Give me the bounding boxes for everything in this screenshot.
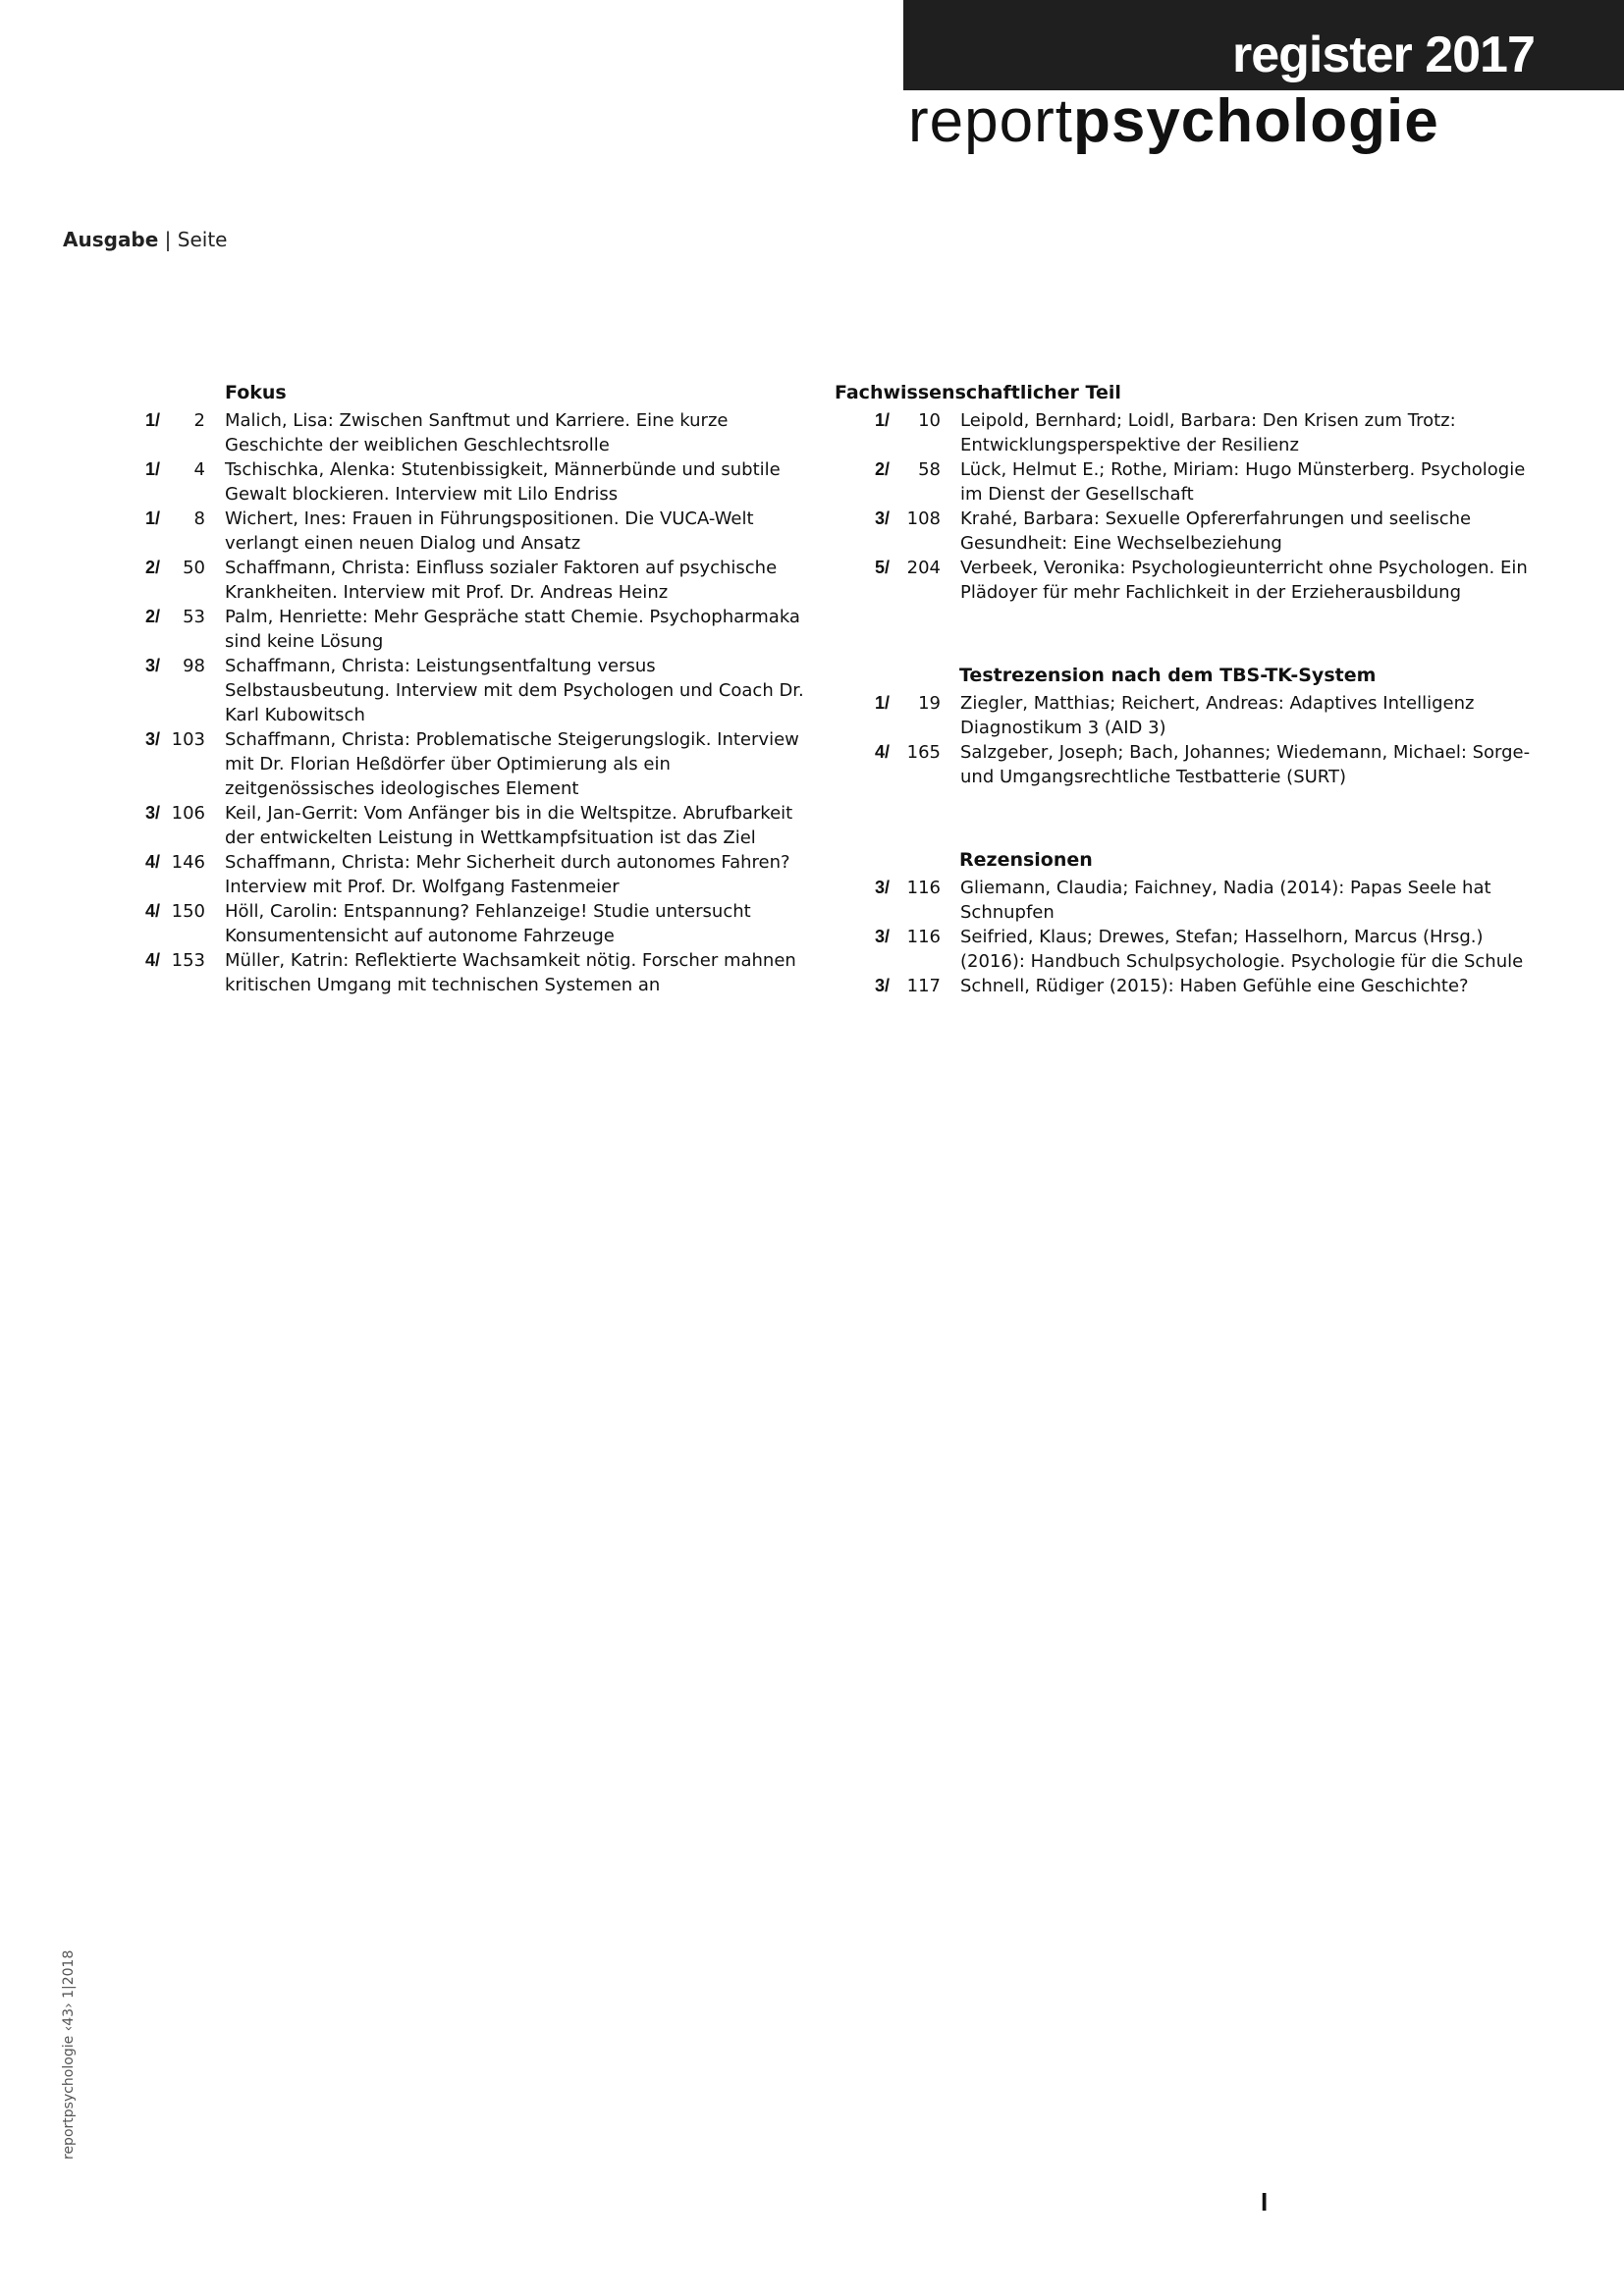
- entry-issue: 1/: [874, 693, 890, 713]
- entry-text: Malich, Lisa: Zwischen Sanftmut und Karriere. Eine kurze Geschichte der weiblichen Geschlechtsrolle: [225, 410, 729, 455]
- entry-page: 53: [183, 607, 205, 627]
- section-heading-fokus: Fokus: [225, 382, 287, 403]
- entry-issue: 5/: [874, 558, 890, 577]
- register-label: register 2017: [1232, 27, 1535, 83]
- section-heading-testrezension: Testrezension nach dem TBS-TK-System: [959, 665, 1377, 686]
- journal-title: [908, 86, 1439, 156]
- entry-issue: 2/: [874, 459, 890, 479]
- register-entry: [59, 556, 805, 605]
- register-entry: [835, 740, 1532, 789]
- page-number: I: [1261, 2187, 1269, 2216]
- entry-page: 116: [906, 878, 941, 898]
- entry-text: Salzgeber, Joseph; Bach, Johannes; Wiedemann, Michael: Sorge- und Umgangsrechtliche Testbatterie (SURT): [960, 742, 1531, 787]
- register-entry: [835, 408, 1532, 457]
- column-legend: [63, 228, 227, 251]
- register-entry: [835, 507, 1532, 556]
- legend-issue: Ausgabe: [63, 228, 159, 251]
- entry-issue: 4/: [874, 742, 890, 762]
- entry-page: 8: [193, 508, 205, 529]
- section-gap: [835, 605, 1532, 664]
- entry-page: 153: [171, 950, 205, 971]
- entry-text: Tschischka, Alenka: Stutenbissigkeit, Männerbünde und subtile Gewalt blockieren. Interview mit Lilo Endriss: [225, 459, 781, 505]
- entry-text: Verbeek, Veronika: Psychologieunterricht ohne Psychologen. Ein Plädoyer für mehr Fachlichkeit in der Erzieherausbildung: [960, 558, 1528, 603]
- entry-page: 19: [918, 693, 941, 714]
- entry-text: Leipold, Bernhard; Loidl, Barbara: Den Krisen zum Trotz: Entwicklungsperspektive der Resilienz: [960, 410, 1456, 455]
- entry-text: Schaffmann, Christa: Einfluss sozialer Faktoren auf psychische Krankheiten. Interview mit Prof. Dr. Andreas Heinz: [225, 558, 778, 603]
- entry-issue: 2/: [144, 558, 160, 577]
- journal-footer: reportpsychologie ‹43› 1|2018: [61, 1949, 77, 2160]
- entry-issue: 3/: [874, 878, 890, 897]
- entry-text: Müller, Katrin: Reflektierte Wachsamkeit nötig. Forscher mahnen kritischen Umgang mit technischen Systemen an: [225, 950, 796, 995]
- entry-text: Palm, Henriette: Mehr Gespräche statt Chemie. Psychopharmaka sind keine Lösung: [225, 607, 800, 652]
- entry-issue: 4/: [144, 950, 160, 970]
- entry-page: 10: [918, 410, 941, 431]
- entry-page: 50: [183, 558, 205, 578]
- register-entry: [835, 556, 1532, 605]
- entry-page: 204: [906, 558, 941, 578]
- register-entry: [59, 654, 805, 727]
- journal-title-light: report: [908, 87, 1073, 155]
- entry-issue: 3/: [144, 656, 160, 675]
- entry-text: Krahé, Barbara: Sexuelle Opfererfahrungen und seelische Gesundheit: Eine Wechselbeziehung: [960, 508, 1472, 554]
- section-heading-rezensionen: Rezensionen: [959, 849, 1093, 871]
- register-entry: [59, 457, 805, 507]
- entry-page: 116: [906, 927, 941, 947]
- entry-page: 146: [171, 852, 205, 873]
- section-heading-fachwissenschaftlich: Fachwissenschaftlicher Teil: [835, 382, 1121, 403]
- entry-text: Schaffmann, Christa: Problematische Steigerungslogik. Interview mit Dr. Florian Heßdörfer über Optimierung als ein zeitgenössisches ideologisches Element: [225, 729, 799, 799]
- entry-text: Höll, Carolin: Entspannung? Fehlanzeige! Studie untersucht Konsumentensicht auf autonome Fahrzeuge: [225, 901, 751, 946]
- register-entry: [59, 507, 805, 556]
- entry-issue: 1/: [144, 508, 160, 528]
- entry-page: 108: [906, 508, 941, 529]
- entry-page: 2: [193, 410, 205, 431]
- right-column: [835, 381, 1532, 998]
- register-entry: [59, 727, 805, 801]
- entry-issue: 3/: [144, 803, 160, 823]
- entry-page: 165: [906, 742, 941, 763]
- entry-text: Wichert, Ines: Frauen in Führungspositionen. Die VUCA-Welt verlangt einen neuen Dialog und Ansatz: [225, 508, 754, 554]
- entry-page: 4: [193, 459, 205, 480]
- register-entry: [835, 691, 1532, 740]
- entry-issue: 1/: [874, 410, 890, 430]
- entry-issue: 3/: [144, 729, 160, 749]
- left-column: [59, 381, 805, 997]
- journal-title-bold: psychologie: [1072, 87, 1439, 155]
- entry-issue: 1/: [144, 410, 160, 430]
- entry-issue: 3/: [874, 976, 890, 995]
- entry-text: Schaffmann, Christa: Leistungsentfaltung versus Selbstausbeutung. Interview mit dem Psychologen und Coach Dr. Karl Kubowitsch: [225, 656, 804, 725]
- register-entry: [59, 948, 805, 997]
- entry-text: Keil, Jan-Gerrit: Vom Anfänger bis in die Weltspitze. Abrufbarkeit der entwickelten Leistung in Wettkampfsituation ist das Ziel: [225, 803, 793, 848]
- register-entry: [59, 605, 805, 654]
- entry-issue: 2/: [144, 607, 160, 626]
- entry-page: 106: [171, 803, 205, 824]
- register-entry: [835, 457, 1532, 507]
- entry-text: Gliemann, Claudia; Faichney, Nadia (2014): Papas Seele hat Schnupfen: [960, 878, 1491, 923]
- entry-page: 150: [171, 901, 205, 922]
- entry-page: 103: [171, 729, 205, 750]
- register-entry: [59, 899, 805, 948]
- entry-text: Seifried, Klaus; Drewes, Stefan; Hasselhorn, Marcus (Hrsg.) (2016): Handbuch Schulpsychologie. Psychologie für die Schule: [960, 927, 1524, 972]
- entry-page: 98: [183, 656, 205, 676]
- entry-issue: 4/: [144, 901, 160, 921]
- entry-issue: 4/: [144, 852, 160, 872]
- register-entry: [59, 850, 805, 899]
- entry-issue: 3/: [874, 508, 890, 528]
- entry-issue: 1/: [144, 459, 160, 479]
- entry-text: Lück, Helmut E.; Rothe, Miriam: Hugo Münsterberg. Psychologie im Dienst der Gesellschaft: [960, 459, 1526, 505]
- entry-text: Ziegler, Matthias; Reichert, Andreas: Adaptives Intelligenz Diagnostikum 3 (AID 3): [960, 693, 1475, 738]
- entry-text: Schaffmann, Christa: Mehr Sicherheit durch autonomes Fahren? Interview mit Prof. Dr. Wolfgang Fastenmeier: [225, 852, 790, 897]
- register-entry: [59, 801, 805, 850]
- entry-page: 58: [918, 459, 941, 480]
- entry-page: 117: [906, 976, 941, 996]
- section-gap: [835, 789, 1532, 848]
- entry-issue: 3/: [874, 927, 890, 946]
- entry-text: Schnell, Rüdiger (2015): Haben Gefühle eine Geschichte?: [960, 976, 1469, 996]
- legend-page: | Seite: [158, 228, 228, 251]
- register-entry: [835, 974, 1532, 998]
- register-entry: [835, 925, 1532, 974]
- register-entry: [59, 408, 805, 457]
- register-entry: [835, 876, 1532, 925]
